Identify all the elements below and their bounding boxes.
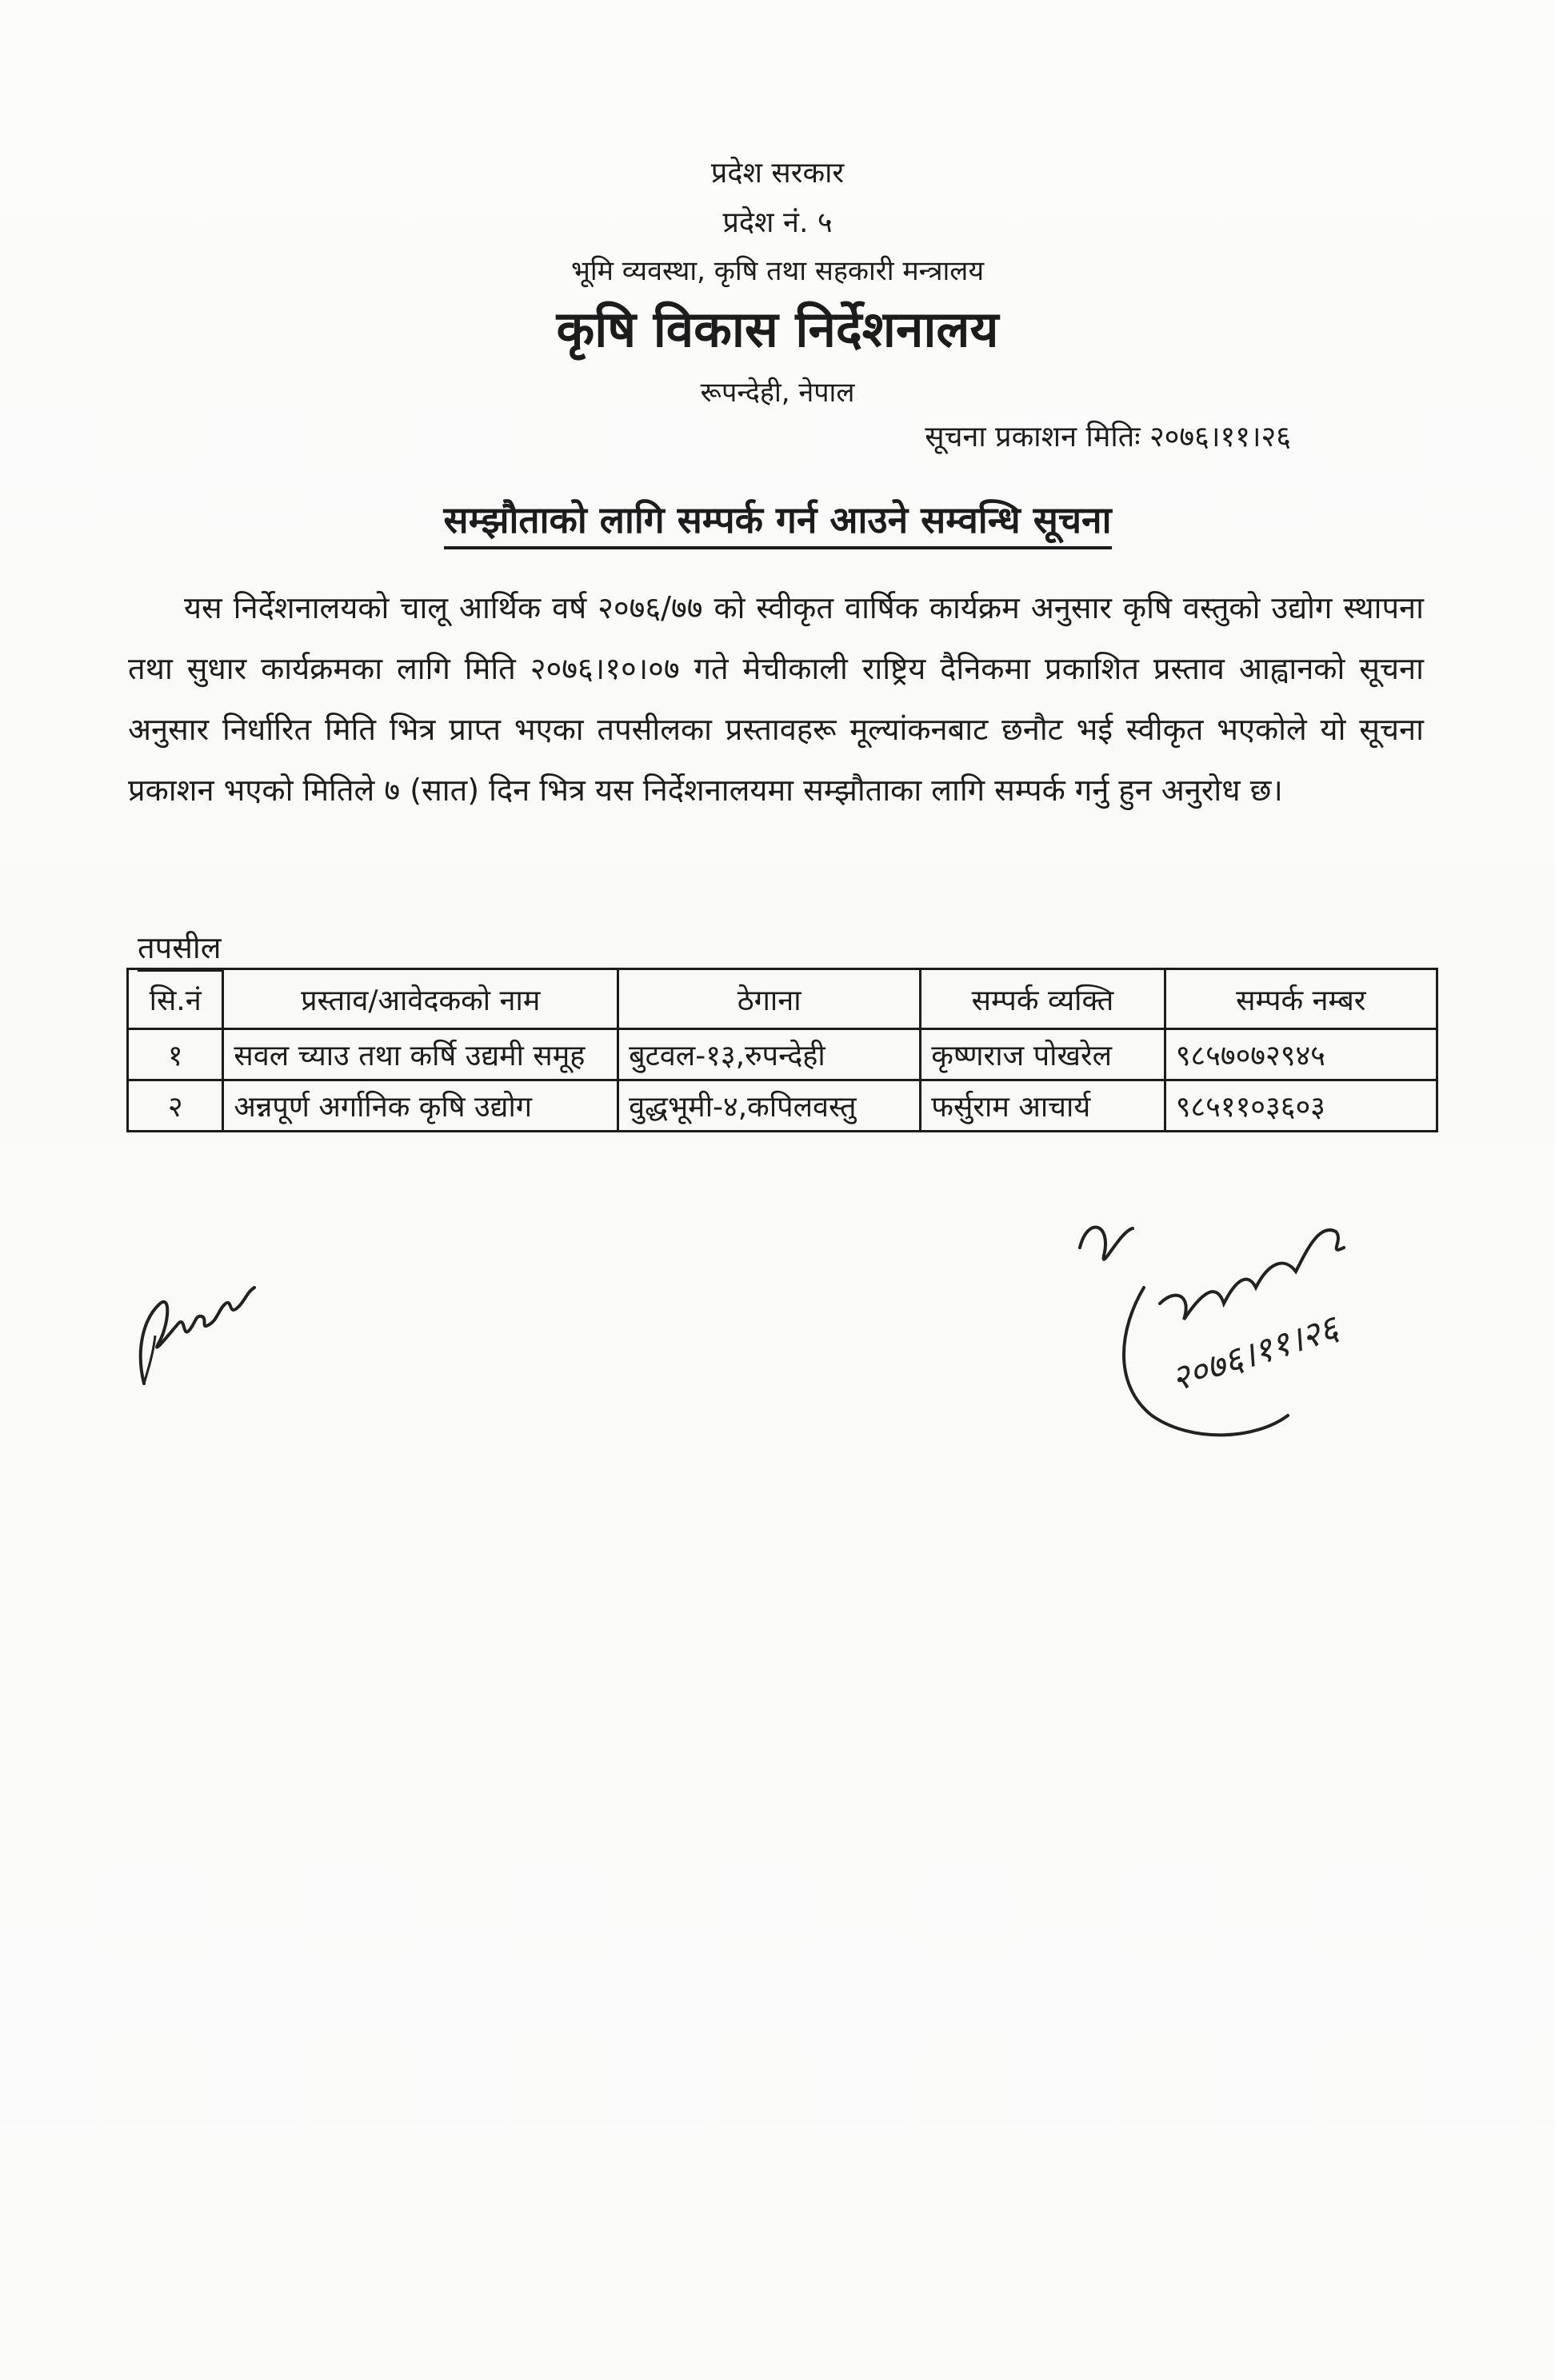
header-location: रूपन्देही, नेपाल xyxy=(700,377,855,409)
cell-contact-number: ९८५७०७२९४५ xyxy=(1165,1029,1437,1080)
notice-body: यस निर्देशनालयको चालू आर्थिक वर्ष २०७६/७७ को स्वीकृत वार्षिक कार्यक्रम अनुसार कृषि वस्तुको उद्योग स्थापना तथा सुधार कार्यक्रमका लागि मिति २०७६।१०।०७ गते मेचीकाली राष्ट्रिय दैनिकमा प्रकाशित प्रस्ताव आह्वानको सूचना अनुसार निर्धारित मिति भित्र प्राप्त भएका तपसीलका प्रस्तावहरू मूल्यांकनबाट छनौट भई स्वीकृत भएकोले यो सूचना प्रकाशन भएको मितिले ७ (सात) दिन भित्र यस निर्देशनालयमा सम्झौताका लागि सम्पर्क गर्नु हुन अनुरोध छ। xyxy=(128,590,1424,808)
column-header-contact-person: सम्पर्क व्यक्ति xyxy=(921,969,1165,1029)
header-province: प्रदेश नं. ५ xyxy=(722,206,833,239)
schedule-label: तपसील xyxy=(138,926,222,972)
table-header-row xyxy=(128,969,1437,1029)
cell-contact-number: ९८५११०३६०३ xyxy=(1165,1080,1437,1132)
cell-address: वुद्धभूमी-४,कपिलवस्तु xyxy=(618,1080,921,1132)
schedule-table xyxy=(126,968,1438,1132)
signature-date-scrawl: २०७६।११।२६ xyxy=(1165,1308,1344,1400)
header-office-name: कृषि विकास निर्देशनालय xyxy=(556,300,999,358)
cell-address: बुटवल-१३,रुपन्देही xyxy=(618,1029,921,1080)
table-row xyxy=(128,1080,1437,1132)
publication-date: सूचना प्रकाशन मितिः २०७६।११।२६ xyxy=(925,421,1291,453)
notice-title-text: सम्झौताको लागि सम्पर्क गर्न आउने सम्वन्धि सूचना xyxy=(444,498,1112,549)
signature-left xyxy=(112,1248,320,1408)
table-row xyxy=(128,1029,1437,1080)
cell-serial: १ xyxy=(128,1029,223,1080)
cell-applicant-name: अन्नपूर्ण अर्गानिक कृषि उद्योग xyxy=(223,1080,618,1132)
cell-serial: २ xyxy=(128,1080,223,1132)
signature-right xyxy=(1056,1200,1424,1456)
header-government: प्रदेश सरकार xyxy=(710,157,845,190)
cell-applicant-name: सवल च्याउ तथा कर्षि उद्यमी समूह xyxy=(223,1029,618,1080)
column-header-contact-number: सम्पर्क नम्बर xyxy=(1165,969,1437,1029)
column-header-applicant: प्रस्ताव/आवेदकको नाम xyxy=(223,969,618,1029)
header-ministry: भूमि व्यवस्था, कृषि तथा सहकारी मन्त्रालय xyxy=(570,255,985,287)
cell-contact-person: कृष्णराज पोखरेल xyxy=(921,1029,1165,1080)
column-header-address: ठेगाना xyxy=(618,969,921,1029)
cell-contact-person: फर्सुराम आचार्य xyxy=(921,1080,1165,1132)
notice-title xyxy=(0,494,1555,544)
column-header-serial: सि.नं xyxy=(128,969,223,1029)
